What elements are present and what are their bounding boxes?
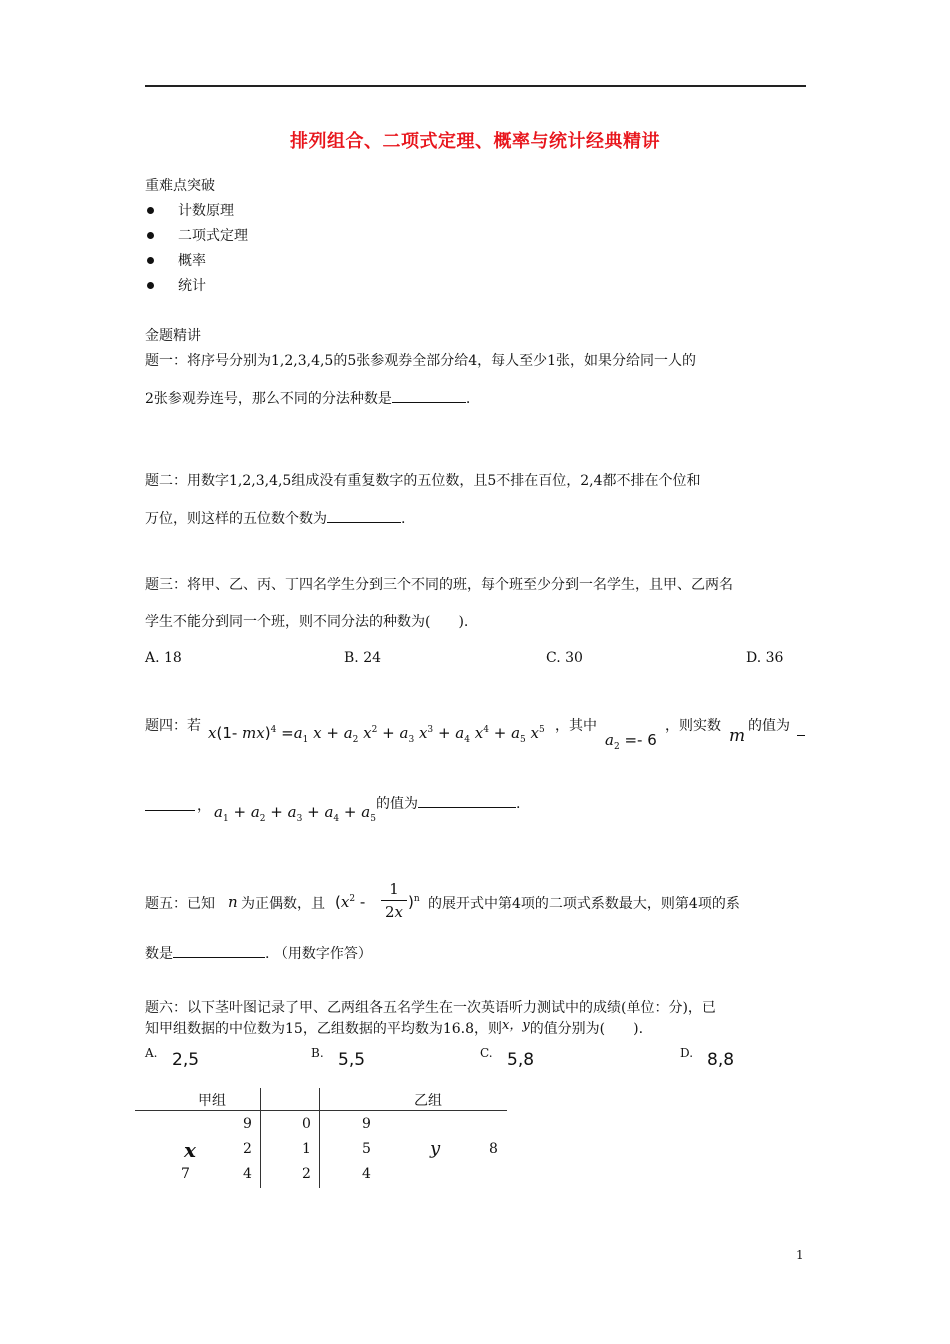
bullet-icon [147,207,154,214]
question-3-line-2: 学生不能分到同一个班，则不同分法的种数为( ). [145,614,469,630]
bullet-icon [147,232,154,239]
question-4-sum: $a_1 + a_2 + a_3 + a_4 + a_5$ [214,803,376,824]
question-4-line2: 的值为 . [376,793,520,814]
right-leaf: 9 [362,1116,371,1132]
question-6-line-2: 知甲组数据的中位数为15，乙组数据的平均数为16.8，则x，y的值分别为( ). [145,1018,644,1037]
left-group-header: 甲组 [198,1093,226,1109]
left-leaf-x: x [184,1138,196,1162]
answer-blank [392,388,466,403]
right-divider [319,1088,320,1188]
question-5-expression-close: )$^n$ [408,893,420,911]
fraction-1-over-2x: 1 2x [381,880,407,921]
option-d-letter: D. [680,1046,694,1060]
question-1-line-2: 2张参观券连号，那么不同的分法种数是 . [145,388,470,409]
list-item: 计数原理 [178,203,234,219]
list-item: 二项式定理 [178,228,248,244]
page-number: 1 [796,1248,804,1262]
question-5-prefix: 题五：已知 [145,896,215,912]
option-c-value: 5,8 [507,1050,535,1070]
option-b: B. 24 [344,650,382,666]
section-heading-gold-problems: 金题精讲 [145,328,201,344]
section-heading-key-points: 重难点突破 [145,178,215,194]
option-a: A. 18 [145,650,182,666]
right-leaf: 5 [362,1141,371,1157]
right-group-header: 乙组 [414,1093,442,1109]
right-leaf: 8 [489,1141,498,1157]
option-c-letter: C. [480,1046,493,1060]
question-5-text2: 的展开式中第4项的二项式系数最大，则第4项的系 [428,896,740,912]
question-4-prefix: 题四：若 [145,718,201,734]
option-a-letter: A. [145,1046,158,1060]
answer-blank [797,735,805,736]
question-4-mid: ，其中 [555,718,597,734]
question-3-line-1: 题三：将甲、乙、丙、丁四名学生分到三个不同的班，每个班至少分到一名学生，且甲、乙两名 [145,577,733,593]
list-item: 概率 [178,253,206,269]
variable-n: n [228,893,238,911]
question-4-after: ，则实数 [665,718,721,734]
option-a-value: 2,5 [172,1050,200,1070]
right-leaf-y: y [430,1138,441,1159]
stem: 2 [302,1166,311,1182]
page-title: 排列组合、二项式定理、概率与统计经典精讲 [290,131,660,152]
left-leaf: 4 [243,1166,252,1182]
question-4-condition: $a_2 =- 6$ [605,731,657,752]
option-d-value: 8,8 [707,1050,735,1070]
question-1-line-1: 题一：将序号分别为1,2,3,4,5的5张参观券全部分给4，每人至少1张，如果分给同一人的 [145,353,697,369]
right-leaf: 4 [362,1166,371,1182]
question-4-tail: 的值为 [748,718,790,734]
answer-blank [145,810,195,811]
question-2-line-1: 题二：用数字1,2,3,4,5组成没有重复数字的五位数，且5不排在百位，2,4都不排在个位和 [145,473,701,489]
answer-blank [173,943,265,958]
option-b-value: 5,5 [338,1050,366,1070]
question-5-line-2: 数是 . （用数字作答） [145,943,372,964]
option-c: C. 30 [546,650,583,666]
header-rule [135,1110,507,1111]
stem: 0 [302,1116,311,1132]
question-2-line-2: 万位，则这样的五位数个数为 . [145,508,405,529]
question-6-line-1: 题六：以下茎叶图记录了甲、乙两组各五名学生在一次英语听力测试中的成绩(单位：分)，已 [145,1000,716,1016]
list-item: 统计 [178,278,206,294]
question-5-text1: 为正偶数，且 [241,896,325,912]
answer-blank [327,508,401,523]
left-leaf: 2 [243,1141,252,1157]
option-b-letter: B. [311,1046,324,1060]
left-divider [260,1088,261,1188]
question-4-equation: x(1- $mx)^4 =a_1$ $x + a_2$ $x^2 + a_3$ $x^3 + a_4$ $x^4 + a_5$ $x^5$ [208,724,545,745]
option-d: D. 36 [746,650,784,666]
variable-m: m [729,726,746,746]
left-leaf: 9 [243,1116,252,1132]
question-5-expression: ($x^2$ - [335,893,366,911]
comma: ， [197,798,211,814]
answer-blank [418,793,516,808]
bullet-icon [147,257,154,264]
variables-xy: x，y [502,1018,530,1033]
left-leaf: 7 [181,1166,190,1182]
top-rule [145,85,806,87]
stem: 1 [302,1141,311,1157]
bullet-icon [147,282,154,289]
